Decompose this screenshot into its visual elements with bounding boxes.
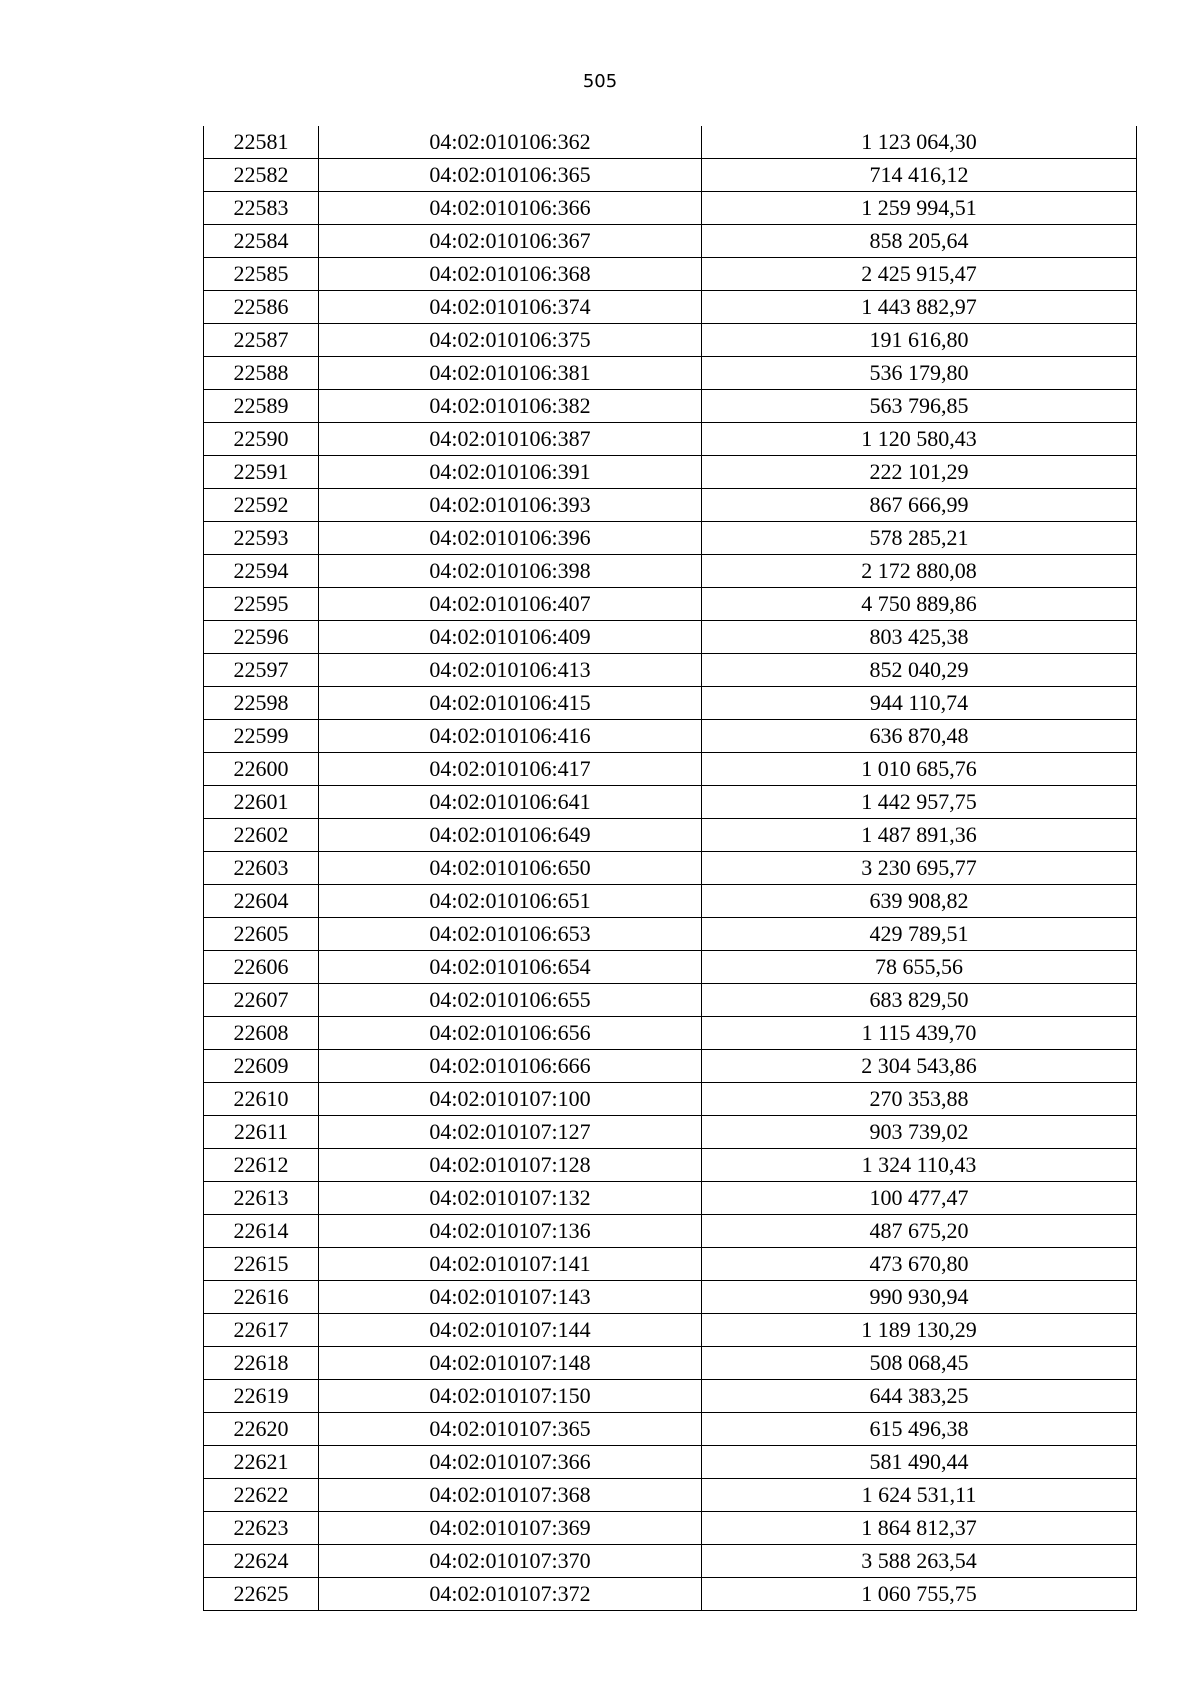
cadastral-number-cell: 04:02:010107:368 <box>319 1479 702 1512</box>
row-number-cell: 22614 <box>204 1215 319 1248</box>
cadastral-number-cell: 04:02:010107:143 <box>319 1281 702 1314</box>
cadastral-number-cell: 04:02:010106:656 <box>319 1017 702 1050</box>
cadastral-value-cell: 473 670,80 <box>702 1248 1137 1281</box>
table-row <box>204 819 1137 852</box>
table-row <box>204 951 1137 984</box>
row-number-cell: 22622 <box>204 1479 319 1512</box>
table-row <box>204 786 1137 819</box>
table-row <box>204 291 1137 324</box>
table-row <box>204 1512 1137 1545</box>
table-row <box>204 720 1137 753</box>
cadastral-value-cell: 270 353,88 <box>702 1083 1137 1116</box>
table-body <box>204 126 1137 1611</box>
row-number-cell: 22592 <box>204 489 319 522</box>
cadastral-value-cell: 4 750 889,86 <box>702 588 1137 621</box>
cadastral-number-cell: 04:02:010106:415 <box>319 687 702 720</box>
table-row <box>204 258 1137 291</box>
page-number: 505 <box>582 71 618 92</box>
cadastral-number-cell: 04:02:010106:396 <box>319 522 702 555</box>
table-row <box>204 1578 1137 1611</box>
cadastral-value-cell: 2 172 880,08 <box>702 555 1137 588</box>
cadastral-value-cell: 429 789,51 <box>702 918 1137 951</box>
cadastral-value-cell: 903 739,02 <box>702 1116 1137 1149</box>
table-row <box>204 1083 1137 1116</box>
cadastral-value-cell: 3 588 263,54 <box>702 1545 1137 1578</box>
table-row <box>204 489 1137 522</box>
table-row <box>204 192 1137 225</box>
cadastral-number-cell: 04:02:010106:398 <box>319 555 702 588</box>
table-row <box>204 621 1137 654</box>
cadastral-number-cell: 04:02:010106:381 <box>319 357 702 390</box>
cadastral-number-cell: 04:02:010107:372 <box>319 1578 702 1611</box>
table-row <box>204 1116 1137 1149</box>
cadastral-value-cell: 990 930,94 <box>702 1281 1137 1314</box>
table-row <box>204 1182 1137 1215</box>
row-number-cell: 22620 <box>204 1413 319 1446</box>
row-number-cell: 22606 <box>204 951 319 984</box>
table-row <box>204 753 1137 786</box>
row-number-cell: 22612 <box>204 1149 319 1182</box>
row-number-cell: 22602 <box>204 819 319 852</box>
table-row <box>204 390 1137 423</box>
cadastral-number-cell: 04:02:010106:649 <box>319 819 702 852</box>
cadastral-value-cell: 1 324 110,43 <box>702 1149 1137 1182</box>
cadastral-value-cell: 803 425,38 <box>702 621 1137 654</box>
table-row <box>204 885 1137 918</box>
cadastral-value-cell: 714 416,12 <box>702 159 1137 192</box>
row-number-cell: 22607 <box>204 984 319 1017</box>
cadastral-value-cell: 581 490,44 <box>702 1446 1137 1479</box>
cadastral-number-cell: 04:02:010106:409 <box>319 621 702 654</box>
table-row <box>204 126 1137 159</box>
cadastral-number-cell: 04:02:010106:417 <box>319 753 702 786</box>
table-row <box>204 687 1137 720</box>
row-number-cell: 22615 <box>204 1248 319 1281</box>
cadastral-value-table <box>203 126 1137 1611</box>
cadastral-value-cell: 1 443 882,97 <box>702 291 1137 324</box>
cadastral-number-cell: 04:02:010107:148 <box>319 1347 702 1380</box>
cadastral-value-cell: 1 442 957,75 <box>702 786 1137 819</box>
table-row <box>204 357 1137 390</box>
cadastral-value-cell: 578 285,21 <box>702 522 1137 555</box>
row-number-cell: 22594 <box>204 555 319 588</box>
table-row <box>204 918 1137 951</box>
row-number-cell: 22624 <box>204 1545 319 1578</box>
row-number-cell: 22608 <box>204 1017 319 1050</box>
table-row <box>204 1545 1137 1578</box>
row-number-cell: 22598 <box>204 687 319 720</box>
cadastral-number-cell: 04:02:010107:144 <box>319 1314 702 1347</box>
cadastral-number-cell: 04:02:010107:141 <box>319 1248 702 1281</box>
cadastral-number-cell: 04:02:010106:375 <box>319 324 702 357</box>
row-number-cell: 22597 <box>204 654 319 687</box>
table-row <box>204 1149 1137 1182</box>
cadastral-value-cell: 78 655,56 <box>702 951 1137 984</box>
row-number-cell: 22587 <box>204 324 319 357</box>
table-row <box>204 1215 1137 1248</box>
cadastral-value-cell: 867 666,99 <box>702 489 1137 522</box>
cadastral-number-cell: 04:02:010106:654 <box>319 951 702 984</box>
cadastral-number-cell: 04:02:010106:651 <box>319 885 702 918</box>
cadastral-number-cell: 04:02:010106:367 <box>319 225 702 258</box>
row-number-cell: 22605 <box>204 918 319 951</box>
table-row <box>204 1413 1137 1446</box>
table-row <box>204 984 1137 1017</box>
cadastral-value-cell: 852 040,29 <box>702 654 1137 687</box>
row-number-cell: 22585 <box>204 258 319 291</box>
cadastral-value-cell: 487 675,20 <box>702 1215 1137 1248</box>
row-number-cell: 22583 <box>204 192 319 225</box>
cadastral-value-cell: 1 487 891,36 <box>702 819 1137 852</box>
cadastral-number-cell: 04:02:010107:365 <box>319 1413 702 1446</box>
cadastral-number-cell: 04:02:010106:641 <box>319 786 702 819</box>
cadastral-value-cell: 3 230 695,77 <box>702 852 1137 885</box>
cadastral-number-cell: 04:02:010106:666 <box>319 1050 702 1083</box>
row-number-cell: 22584 <box>204 225 319 258</box>
table-row <box>204 654 1137 687</box>
cadastral-value-cell: 100 477,47 <box>702 1182 1137 1215</box>
cadastral-number-cell: 04:02:010107:127 <box>319 1116 702 1149</box>
cadastral-number-cell: 04:02:010106:650 <box>319 852 702 885</box>
cadastral-value-cell: 636 870,48 <box>702 720 1137 753</box>
row-number-cell: 22609 <box>204 1050 319 1083</box>
row-number-cell: 22599 <box>204 720 319 753</box>
table-row <box>204 1281 1137 1314</box>
cadastral-number-cell: 04:02:010107:100 <box>319 1083 702 1116</box>
table-row <box>204 225 1137 258</box>
table-row <box>204 423 1137 456</box>
cadastral-value-cell: 1 864 812,37 <box>702 1512 1137 1545</box>
table-row <box>204 852 1137 885</box>
table-row <box>204 1446 1137 1479</box>
cadastral-number-cell: 04:02:010107:150 <box>319 1380 702 1413</box>
row-number-cell: 22603 <box>204 852 319 885</box>
row-number-cell: 22610 <box>204 1083 319 1116</box>
row-number-cell: 22593 <box>204 522 319 555</box>
row-number-cell: 22582 <box>204 159 319 192</box>
cadastral-value-cell: 1 624 531,11 <box>702 1479 1137 1512</box>
table-row <box>204 555 1137 588</box>
cadastral-value-cell: 1 259 994,51 <box>702 192 1137 225</box>
cadastral-number-cell: 04:02:010106:653 <box>319 918 702 951</box>
cadastral-value-cell: 2 425 915,47 <box>702 258 1137 291</box>
cadastral-number-cell: 04:02:010106:416 <box>319 720 702 753</box>
row-number-cell: 22595 <box>204 588 319 621</box>
cadastral-value-cell: 858 205,64 <box>702 225 1137 258</box>
cadastral-value-cell: 1 010 685,76 <box>702 753 1137 786</box>
cadastral-number-cell: 04:02:010106:374 <box>319 291 702 324</box>
cadastral-number-cell: 04:02:010106:655 <box>319 984 702 1017</box>
table-row <box>204 159 1137 192</box>
row-number-cell: 22619 <box>204 1380 319 1413</box>
cadastral-value-cell: 222 101,29 <box>702 456 1137 489</box>
table-row <box>204 1380 1137 1413</box>
cadastral-value-cell: 1 189 130,29 <box>702 1314 1137 1347</box>
cadastral-value-cell: 639 908,82 <box>702 885 1137 918</box>
cadastral-number-cell: 04:02:010106:362 <box>319 126 702 159</box>
cadastral-value-cell: 644 383,25 <box>702 1380 1137 1413</box>
cadastral-number-cell: 04:02:010107:369 <box>319 1512 702 1545</box>
table-row <box>204 1017 1137 1050</box>
row-number-cell: 22611 <box>204 1116 319 1149</box>
row-number-cell: 22581 <box>204 126 319 159</box>
cadastral-number-cell: 04:02:010106:413 <box>319 654 702 687</box>
cadastral-number-cell: 04:02:010107:132 <box>319 1182 702 1215</box>
table-row <box>204 1314 1137 1347</box>
cadastral-number-cell: 04:02:010107:366 <box>319 1446 702 1479</box>
cadastral-value-cell: 191 616,80 <box>702 324 1137 357</box>
row-number-cell: 22623 <box>204 1512 319 1545</box>
table-row <box>204 1347 1137 1380</box>
row-number-cell: 22590 <box>204 423 319 456</box>
cadastral-value-cell: 2 304 543,86 <box>702 1050 1137 1083</box>
row-number-cell: 22613 <box>204 1182 319 1215</box>
table-row <box>204 324 1137 357</box>
cadastral-number-cell: 04:02:010106:393 <box>319 489 702 522</box>
cadastral-value-cell: 563 796,85 <box>702 390 1137 423</box>
cadastral-number-cell: 04:02:010107:370 <box>319 1545 702 1578</box>
row-number-cell: 22618 <box>204 1347 319 1380</box>
cadastral-value-cell: 1 123 064,30 <box>702 126 1137 159</box>
row-number-cell: 22591 <box>204 456 319 489</box>
table-row <box>204 456 1137 489</box>
row-number-cell: 22589 <box>204 390 319 423</box>
row-number-cell: 22588 <box>204 357 319 390</box>
cadastral-number-cell: 04:02:010107:128 <box>319 1149 702 1182</box>
cadastral-number-cell: 04:02:010106:382 <box>319 390 702 423</box>
cadastral-value-cell: 1 060 755,75 <box>702 1578 1137 1611</box>
row-number-cell: 22596 <box>204 621 319 654</box>
row-number-cell: 22600 <box>204 753 319 786</box>
table-row <box>204 1479 1137 1512</box>
cadastral-number-cell: 04:02:010106:387 <box>319 423 702 456</box>
cadastral-number-cell: 04:02:010106:391 <box>319 456 702 489</box>
table-row <box>204 522 1137 555</box>
cadastral-number-cell: 04:02:010106:365 <box>319 159 702 192</box>
cadastral-number-cell: 04:02:010107:136 <box>319 1215 702 1248</box>
cadastral-number-cell: 04:02:010106:407 <box>319 588 702 621</box>
table-row <box>204 1248 1137 1281</box>
cadastral-number-cell: 04:02:010106:366 <box>319 192 702 225</box>
cadastral-number-cell: 04:02:010106:368 <box>319 258 702 291</box>
table-row <box>204 1050 1137 1083</box>
row-number-cell: 22604 <box>204 885 319 918</box>
table-row <box>204 588 1137 621</box>
cadastral-value-cell: 508 068,45 <box>702 1347 1137 1380</box>
cadastral-value-cell: 944 110,74 <box>702 687 1137 720</box>
row-number-cell: 22617 <box>204 1314 319 1347</box>
cadastral-value-cell: 1 120 580,43 <box>702 423 1137 456</box>
cadastral-value-cell: 1 115 439,70 <box>702 1017 1137 1050</box>
cadastral-value-cell: 615 496,38 <box>702 1413 1137 1446</box>
cadastral-value-cell: 683 829,50 <box>702 984 1137 1017</box>
row-number-cell: 22586 <box>204 291 319 324</box>
cadastral-value-cell: 536 179,80 <box>702 357 1137 390</box>
row-number-cell: 22625 <box>204 1578 319 1611</box>
row-number-cell: 22601 <box>204 786 319 819</box>
row-number-cell: 22616 <box>204 1281 319 1314</box>
row-number-cell: 22621 <box>204 1446 319 1479</box>
